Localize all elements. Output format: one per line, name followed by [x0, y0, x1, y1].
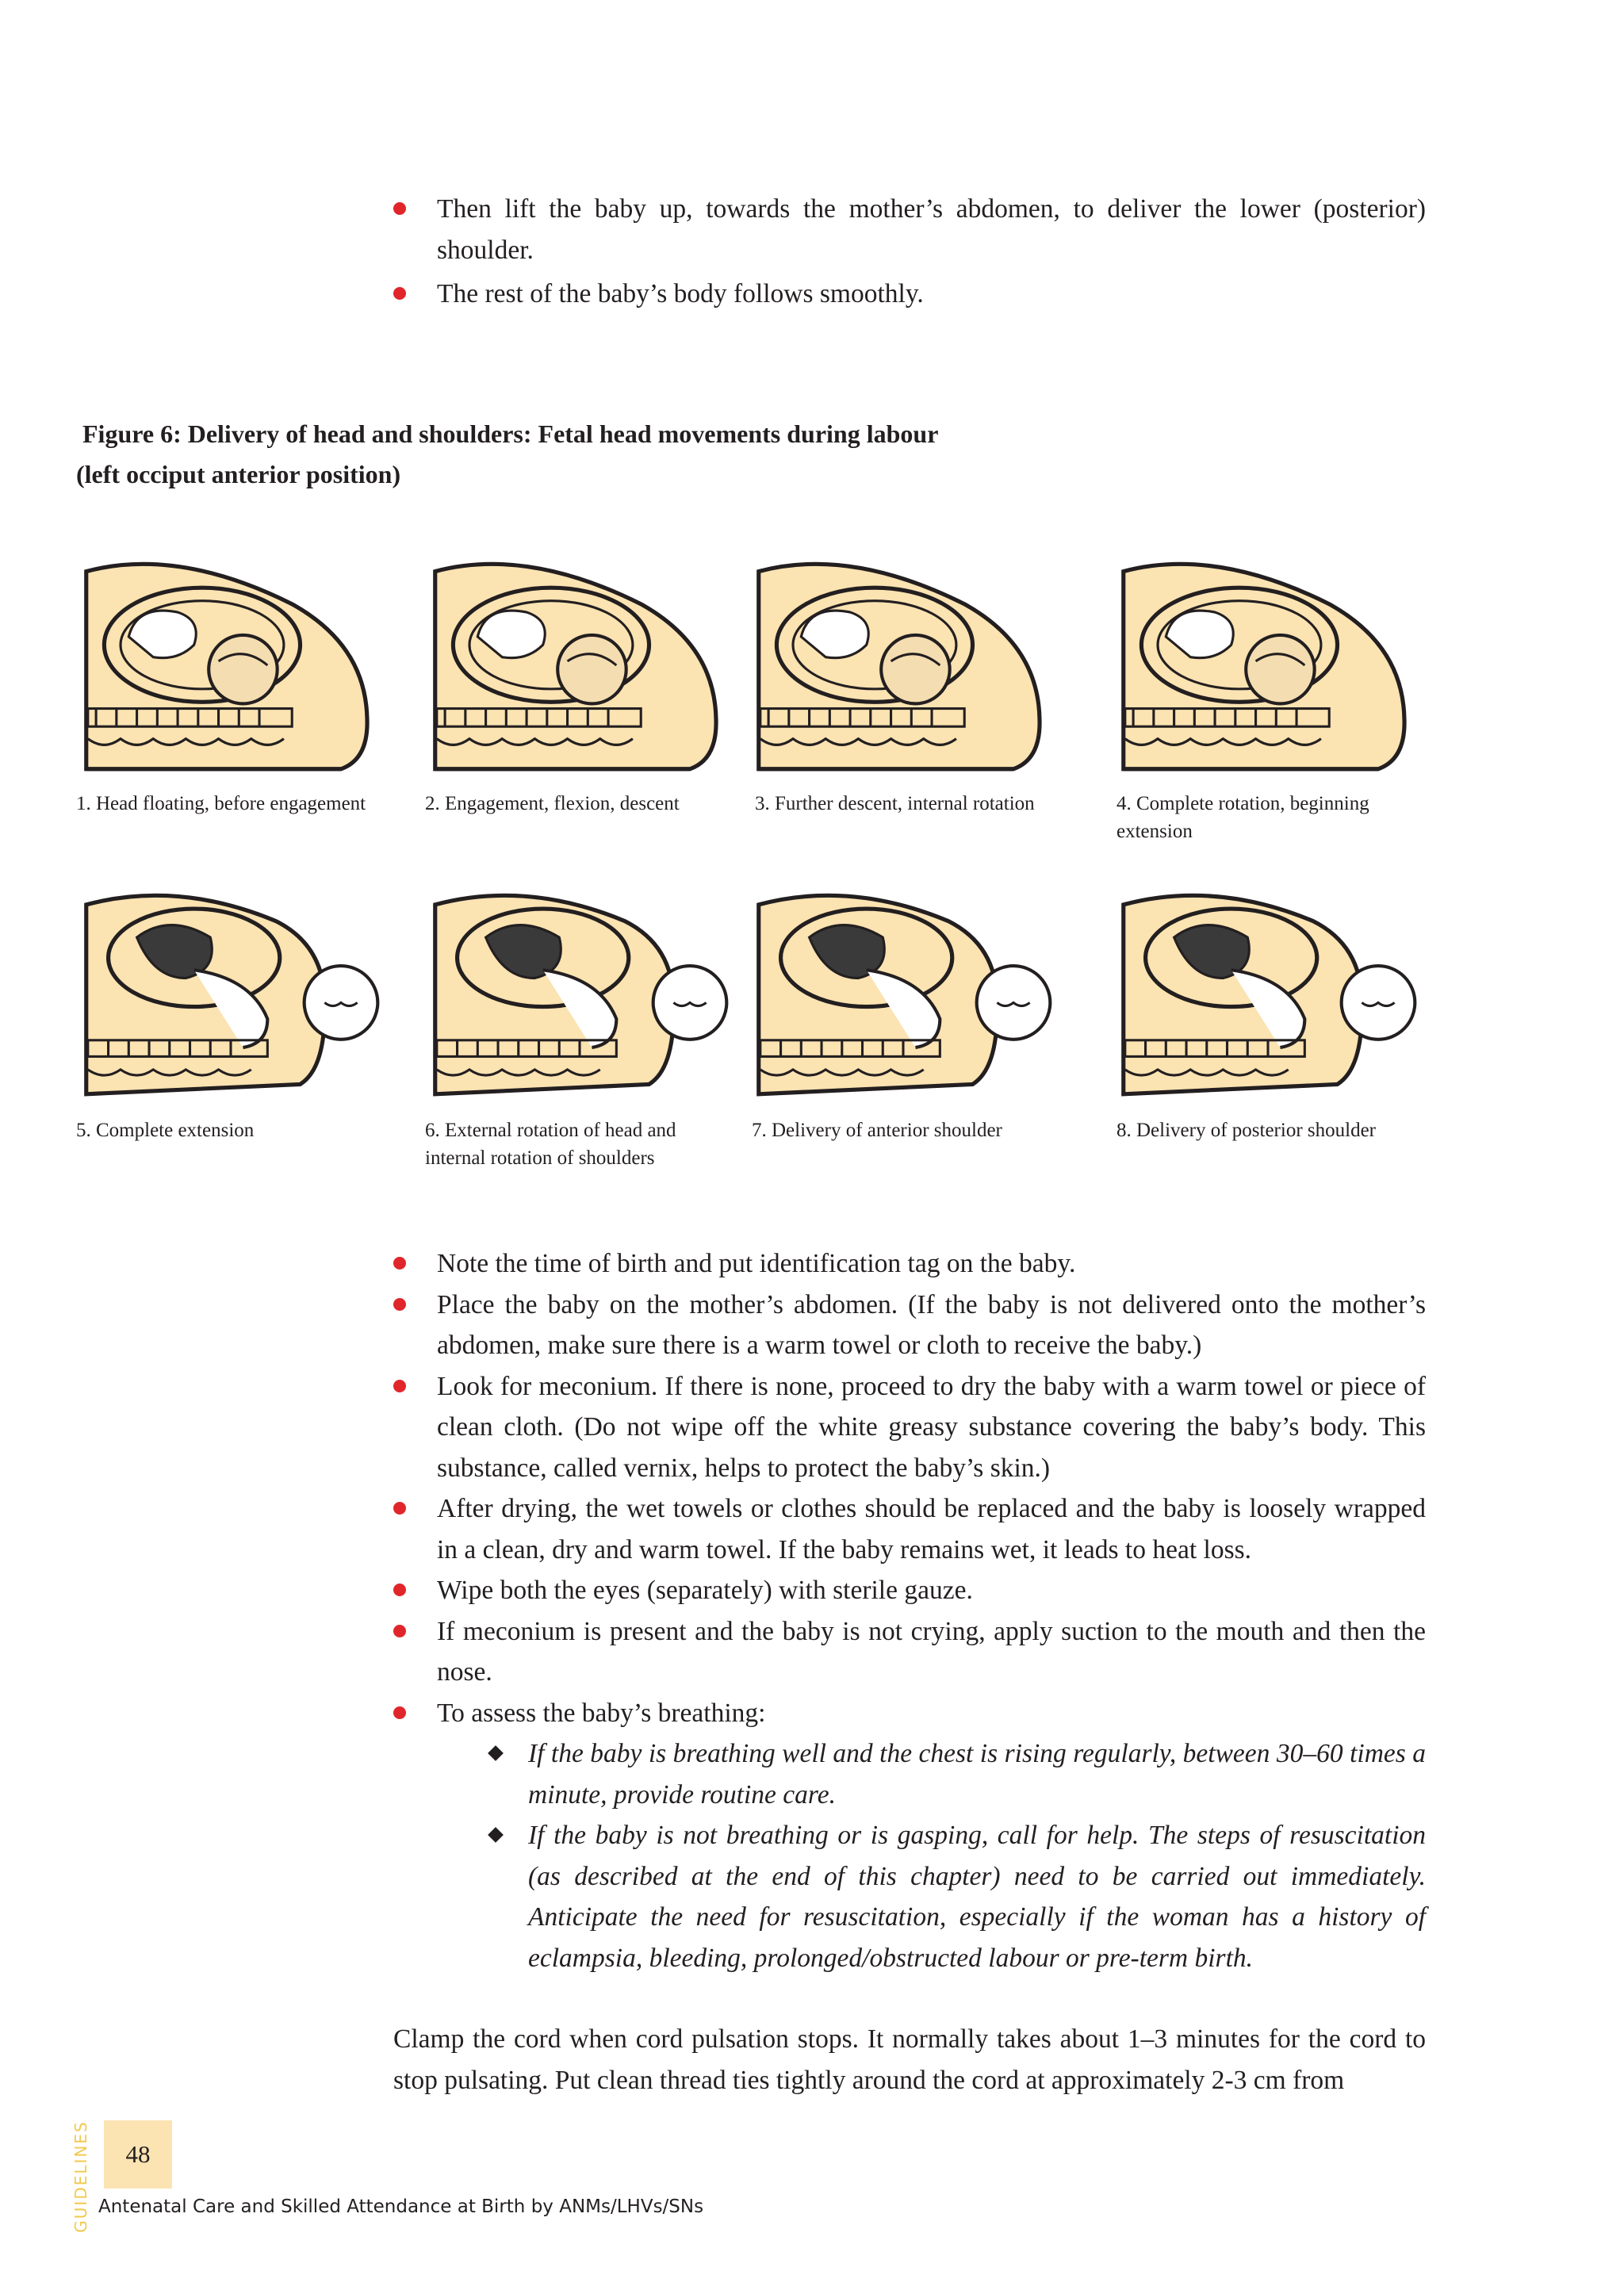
diamond-bullet-icon	[488, 1827, 504, 1843]
bullet-item: Then lift the baby up, towards the mother’s abdomen, to deliver the lower (posterior) shoulder.	[393, 189, 1426, 270]
bullet-dot-icon	[393, 1257, 406, 1270]
bullet-dot-icon	[393, 1706, 406, 1719]
figure-caption: 4. Complete rotation, beginning extension	[1116, 793, 1369, 842]
closing-paragraph: Clamp the cord when cord pulsation stops. It normally takes about 1–3 minutes for the cord to stop pulsating. Put clean thread ties tightly around the cord at approximately 2-3 cm from	[393, 2024, 1426, 2095]
bullet-dot-icon	[393, 1298, 406, 1311]
bullet-dot-icon	[393, 202, 406, 215]
page-number: 48	[104, 2120, 172, 2189]
sub-bullet-item: If the baby is not breathing or is gasping, call for help. The steps of resuscitation (as described at the end of this chapter) need to be carried out immediately. Anticipate the need for resuscitation, especially if the woman has a history of eclampsia, bleeding, prolonged/obstructed labour or pre-term birth.	[485, 1815, 1426, 1978]
side-tag: GUIDELINES	[71, 2120, 90, 2233]
bullet-dot-icon	[393, 1502, 406, 1515]
illustration-complete-extension	[76, 880, 385, 1101]
bullet-item: After drying, the wet towels or clothes should be replaced and the baby is loosely wrapped in a clean, dry and warm towel. If the baby remains wet, it leads to heat loss.	[393, 1488, 1426, 1570]
top-bullet-list	[393, 189, 1426, 315]
bullet-dot-icon	[393, 1380, 406, 1392]
bullet-item: Note the time of birth and put identification tag on the baby.	[393, 1243, 1426, 1285]
illustration-posterior-shoulder	[1113, 880, 1423, 1101]
bullet-item: If meconium is present and the baby is not crying, apply suction to the mouth and then the nose.	[393, 1611, 1426, 1693]
bullet-item: The rest of the baby’s body follows smoothly.	[393, 274, 1426, 315]
sub-bullet-item: If the baby is breathing well and the chest is rising regularly, between 30–60 times a minute, provide routine care.	[485, 1733, 1426, 1815]
footer-text: Antenatal Care and Skilled Attendance at Birth by ANMs/LHVs/SNs	[98, 2196, 704, 2217]
diamond-bullet-icon	[488, 1745, 504, 1761]
illustration-further-descent	[749, 555, 1058, 776]
illustration-complete-rotation	[1113, 555, 1423, 776]
illustration-engagement	[425, 555, 734, 776]
figure-caption: 2. Engagement, flexion, descent	[425, 793, 680, 814]
illustration-anterior-shoulder	[749, 880, 1058, 1101]
bullet-item: Look for meconium. If there is none, proceed to dry the baby with a warm towel or piece of clean cloth. (Do not wipe off the white greasy substance covering the baby’s body. This substance, called vernix, helps to protect the baby’s skin.)	[393, 1366, 1426, 1489]
illustration-head-floating	[76, 555, 385, 776]
bullet-dot-icon	[393, 1584, 406, 1596]
figure-title: Figure 6: Delivery of head and shoulders: Fetal head movements during labour (left occiput anterior position)	[76, 419, 939, 488]
figure-caption: 3. Further descent, internal rotation	[755, 793, 1035, 814]
bullet-item: Wipe both the eyes (separately) with sterile gauze.	[393, 1570, 1426, 1611]
bullet-item: To assess the baby’s breathing: If the baby is breathing well and the chest is rising regularly, between 30–60 times a minute, provide routine care. If the baby is not breathing or is gasping, call for help. The steps of resuscitation (as described at the end of this chapter) need to be carried out immediately. Anticipate the need for resuscitation, especially if the woman has a history of eclampsia, bleeding, prolonged/obstructed labour or pre-term birth.	[393, 1693, 1426, 1979]
bullet-item: Place the baby on the mother’s abdomen. (If the baby is not delivered onto the mother’s abdomen, make sure there is a warm towel or cloth to receive the baby.)	[393, 1285, 1426, 1366]
figure-caption: 6. External rotation of head and internal rotation of shoulders	[425, 1120, 676, 1169]
sub-bullet-list	[485, 1733, 1426, 1978]
figure-caption: 7. Delivery of anterior shoulder	[752, 1120, 1002, 1141]
figure-caption: 8. Delivery of posterior shoulder	[1116, 1120, 1377, 1141]
main-bullet-list	[393, 1243, 1426, 1978]
illustration-external-rotation	[425, 880, 734, 1101]
figure-caption: 1. Head floating, before engagement	[76, 793, 366, 814]
bullet-dot-icon	[393, 287, 406, 300]
figure-caption: 5. Complete extension	[76, 1120, 255, 1141]
bullet-dot-icon	[393, 1625, 406, 1637]
